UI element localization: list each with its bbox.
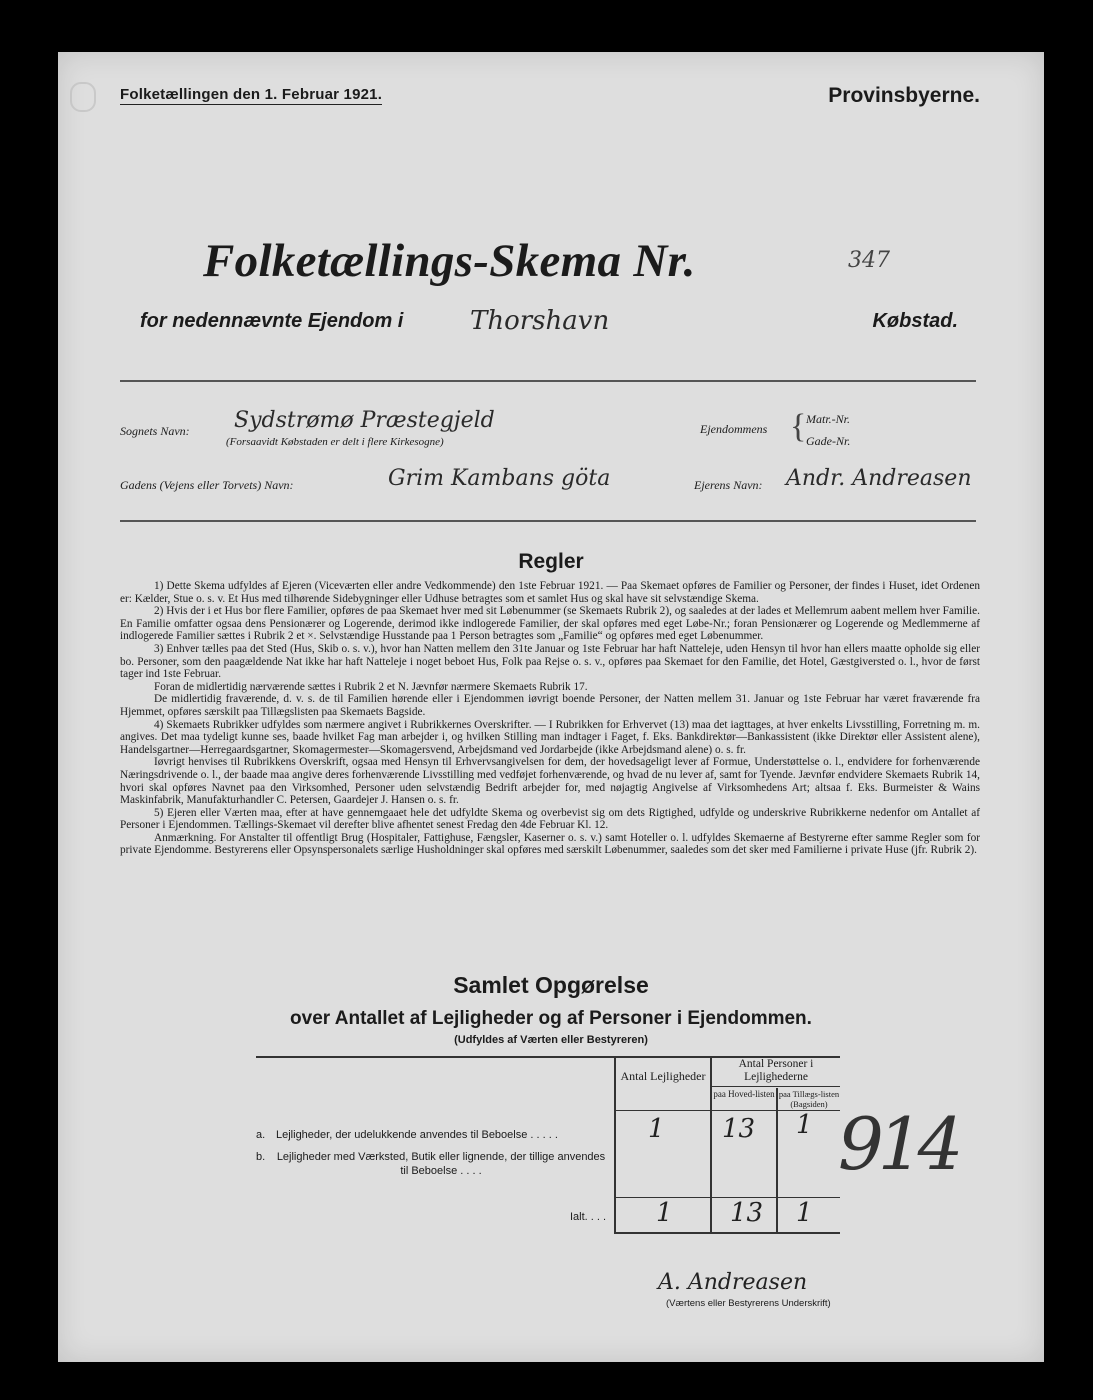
census-form-page [58,52,1044,1362]
region-header: Provinsbyerne. [828,84,980,107]
col-hovedlisten: paa Hoved-listen [713,1089,775,1099]
row-ialt-label: Ialt. . . . [570,1211,607,1223]
rule-anmaerkning: Anmærkning. For Anstalter til offentligt Brug (Hospitaler, Fattighuse, Fængsler, Kaserner o. s. v.) samt Hoteller o. l. udfyldes Skemaerne af Bestyrerne efter samme Regler som for private Ejendomme. Bestyrerens eller Opsynspersonalets særlige Husholdninger skal opføres med særskilt Løbenummer, saaledes som det sker med Familierne i private Huse (jfr. Rubrik 2). [120,831,980,857]
rule-paragraph-3: 3) Enhver tælles paa det Sted (Hus, Skib o. s. v.), hvor han Natten mellem den 31te Januar og 1ste Februar har haft Natteleje, uden Hensyn til hvor han ellers maatte opholde sig eller bo. Personer, som den paagældende Nat ikke har haft Natteleje i noget beboet Hus, Folk paa Rejse o. s. v., opføres paa Skemaet for den Familie, det Hotel, Gæstgiversted o. l., hvor de først tager ind 1ste Februar. [120,642,980,681]
table-sub-rule [710,1086,840,1087]
rule-paragraph-4b: Iøvrigt henvises til Rubrikkens Overskrift, ogsaa med Hensyn til Erhvervsangivelsen for dem, der hovedsageligt lever af Formue, Understøttelse o. l., endvidere for forhenværende Næringsdrivende o. l., der baade maa angive deres forhenværende Livsstilling med vedføjet forhenværende, og hvad de nu lever af, samt for Tyende. Jævnfør endvidere Skemaets Rubrik 14, hvori skal opføres Navnet paa den Virksomhed, Personer uden selvstændig Bedrift arbejder for, med nøjagtig Angivelse af Virksomhedens Art; altsaa f. Eks. Burmeister & Wains Maskinfabrik, Manufakturhandler C. Petersen, Gaardejer J. Hansen o. s. fr. [120,756,980,807]
gade-navn-label: Gadens (Vejens eller Torvets) Navn: [120,478,294,492]
row-a-key: a. [256,1129,266,1141]
rule-paragraph-3c: De midlertidig fraværende, d. v. s. de til Familien hørende eller i Ejendommen iøvrigt boende Personer, der Natten mellem 31. Januar og 1ste Februar har været fraværende fra Hjemmet, opføres særskilt paa Tillægslisten paa Skemaets Bagside. [120,693,980,718]
rule-paragraph-5: 5) Ejeren eller Værten maa, efter at have gennemgaaet hele det udfyldte Skema og overbevist sig om dets Rigtighed, udfylde og underskrive Rubrikkerne nedenfor om Antallet af Personer i Ejendommen. Tællings-Skemaet vil derefter blive afhentet senest Fredag den 4de Februar Kl. 12. [120,806,980,832]
rule-paragraph-3b: Foran de midlertidig nærværende sættes i Rubrik 2 et N. Jævnfør nærmere Skemaets Rubrik 17. [154,680,588,693]
row-b-key: b. [256,1151,266,1163]
ialt-lejligheder-hw: 1 [656,1198,673,1228]
top-divider [120,380,976,382]
regler-heading: Regler [518,550,584,573]
matr-label: Matr.-Nr. [806,412,851,426]
form-title: Folketællings-Skema Nr. [203,235,696,287]
ialt-tillaeg-hw: 1 [796,1198,813,1228]
row-a-lejligheder-hw: 1 [648,1114,665,1144]
form-number-handwritten: 347 [848,248,890,273]
gade-nr-label: Gade-Nr. [806,434,851,448]
row-a-hoved-hw: 13 [722,1114,756,1144]
row-b-label: Lejligheder med Værksted, Butik eller lignende, der tillige anvendes til Beboelse . . . . [276,1151,606,1177]
col-antal-personer: Antal Personer i Lejlighederne [738,1058,814,1083]
row-a-tillaeg-hw: 1 [796,1110,813,1140]
sogn-value-handwritten: Sydstrømø Præstegjeld [234,408,495,433]
col-tillaegslisten: paa Tillægs-listen (Bagsiden) [778,1089,840,1109]
gade-navn-handwritten: Grim Kambans göta [388,466,611,491]
census-date-header: Folketællingen den 1. Februar 1921. [120,86,383,103]
ejer-label: Ejerens Navn: [694,478,763,492]
kobstad-label: Købstad. [872,310,958,332]
ialt-hoved-hw: 13 [730,1198,764,1228]
summary-subtitle: over Antallet af Lejligheder og af Personer i Ejendommen. [290,1008,812,1029]
ejendom-label: Ejendommens [700,422,768,436]
fields-divider [120,520,976,522]
row-a-label: Lejligheder, der udelukkende anvendes til Beboelse . . . . . [276,1129,558,1141]
rule-paragraph-1: 1) Dette Skema udfyldes af Ejeren (Viceværten eller andre Vedkommende) den 1ste Februar 1921. — Paa Skemaet opføres de Familier og Personer, der findes i Huset, idet Ordenen er: Kælder, Stue o. s. v. Et Hus med tilhørende Sidebygninger eller Udhuse betragtes som et samlet Hus og skal have sit selvstændige Skema. [120,580,980,605]
sogn-label: Sognets Navn: [120,424,190,438]
city-handwritten: Thorshavn [470,306,610,336]
property-subtitle: for nedennævnte Ejendom i [140,310,404,332]
summary-title: Samlet Opgørelse [453,972,649,998]
margin-total-handwritten: 914 [838,1102,958,1186]
page-stamp-mark [70,82,96,112]
rule-paragraph-4: 4) Skemaets Rubrikker udfyldes som nærmere angivet i Rubrikkernes Overskrifter. — I Rubrikken for Erhvervet (13) maa det iagttages, at hver enkelts Livsstilling, Forretning m. m. angives. Det maa tydeligt kunne ses, baade hvilket Fag man arbejder i, og hvilken Stilling man indtager i Faget, f. Eks. Bankdirektør—Bankassistent (ikke Direktør eller Assistent alene), Handelsgartner—Herregaardsgartner, Skomagermester—Skomagersvend, Arbejdsmand ved Jordarbejde (ikke Arbejdsmand alene) o. s. fr. [120,718,980,756]
table-bottom-rule [614,1232,840,1234]
signature-caption: (Værtens eller Bestyrerens Underskrift) [666,1298,831,1309]
rules-text [120,580,980,857]
ejer-handwritten: Andr. Andreasen [786,466,972,491]
summary-note: (Udfyldes af Værten eller Bestyreren) [454,1034,648,1046]
rule-paragraph-2: 2) Hvis der i et Hus bor flere Familier, opføres de paa Skemaet hver med sit Løbenummer (se Skemaets Rubrik 2), og saaledes at der lades et Mellemrum aabent mellem hver Familie. En Familie omfatter ogsaa dens Pensionærer og Logerende, derimod ikke indlogerede Familier, der skal opføres med eget Løbe-Nr.; foran Pensionærer og Logerende og Medlemmerne af indlogerede Familier sættes i Rubrik 2 et ×. Selvstændige Husstande paa 1 Person betragtes som „Familie“ og opføres med eget Løbenummer. [120,605,980,643]
sogn-note: (Forsaavidt Købstaden er delt i flere Kirkesogne) [226,436,444,448]
col-antal-lejligheder: Antal Lejligheder [620,1069,706,1083]
signature-handwritten: A. Andreasen [658,1270,808,1295]
brace-mark: { [790,408,807,445]
